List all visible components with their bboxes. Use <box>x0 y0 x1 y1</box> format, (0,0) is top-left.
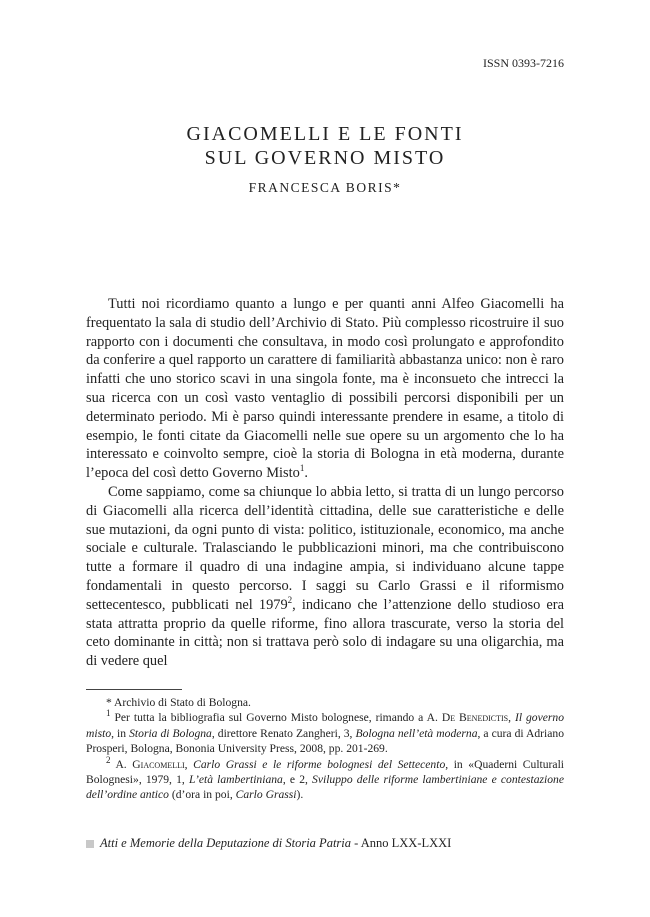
article-title <box>0 122 650 170</box>
article-author: FRANCESCA BORIS* <box>248 180 402 195</box>
footnote-separator <box>86 689 182 690</box>
issn-label: ISSN 0393-7216 <box>482 56 564 70</box>
footnote-1: $^1$ Per tutta la bibliografia sul Governo Misto bolognese, rimando a A. De Benedictis, Il governo misto, in Storia di Bologna, direttore Renato Zangheri, 3, Bologna nell’età moderna, a cura di Adriano Prosperi, Bologna, Bononia University Press, 2008, pp. 201-269. <box>86 708 565 756</box>
footnote-author-affiliation: * Archivio di Stato di Bologna. <box>106 696 251 709</box>
square-icon <box>86 840 94 848</box>
journal-name: Atti e Memorie della Deputazione di Storia Patria <box>100 836 352 850</box>
paragraph-2: Come sappiamo, come sa chiunque lo abbia letto, si tratta di un lungo percorso di Giacomelli alla ricerca dell’identità cittadina, delle sue caratteristiche e delle sue mutazioni, da ogni punto di vista: politico, istituzionale, economico, ma anche sociale e culturale. Tralasciando le pubblicazioni minori, ma che contribuiscono tutte a formare il quadro di una indagine ampia, si individuano alcune tappe fondamentali in questo percorso. I saggi su Carlo Grassi e il riformismo settecentesco, pubblicati nel 1979$^2$, indicano che l’attenzione dello studioso era stata attratta proprio da quelle riforme, fino allora trascurate, verso la storia del ceto dominante in città; non si trattava però solo di indagare su una oligarchia, ma di vedere quel <box>86 483 564 670</box>
footnotes <box>86 695 564 803</box>
journal-year: - Anno LXX-LXXI <box>351 836 452 850</box>
footnote-ref-1: 1 <box>299 463 305 474</box>
footnote-2: $^2$ A. Giacomelli, Carlo Grassi e le riforme bolognesi del Settecento, in «Quaderni Culturali Bolognesi», 1979, 1, L’età lambertiniana, e 2, Sviluppo delle riforme lambertiniane e contestazione dell’ordine antico (d’ora in poi, Carlo Grassi). <box>86 754 565 802</box>
title-line-2: SUL GOVERNO MISTO <box>204 147 446 169</box>
page-footer <box>86 836 451 851</box>
article-body <box>86 295 564 671</box>
paragraph-1: Tutti noi ricordiamo quanto a lungo e per quanti anni Alfeo Giacomelli ha frequentato la sala di studio dell’Archivio di Stato. Più complesso ricostruire il suo rapporto con i documenti che consultava, in modo così prolungato e approfondito da conferire a quel rapporto un carattere di familiarità abbastanza unico: non è raro infatti che uno storico scavi in una singola fonte, ma è inconsueto che intrecci la sua ricerca con un così vasto ventaglio di possibili percorsi disponibili per un determinato periodo. Mi è parso quindi interessante prendere in esame, a titolo di esempio, le fonti citate da Giacomelli nelle sue opere su un argomento che lo ha interessato e coinvolto sempre, cioè la storia di Bologna in età moderna, durante l’epoca del così detto Governo Misto$^1$. <box>86 296 564 482</box>
title-line-1: GIACOMELLI E LE FONTI <box>186 123 464 145</box>
footnote-ref-2: 2 <box>287 594 293 605</box>
